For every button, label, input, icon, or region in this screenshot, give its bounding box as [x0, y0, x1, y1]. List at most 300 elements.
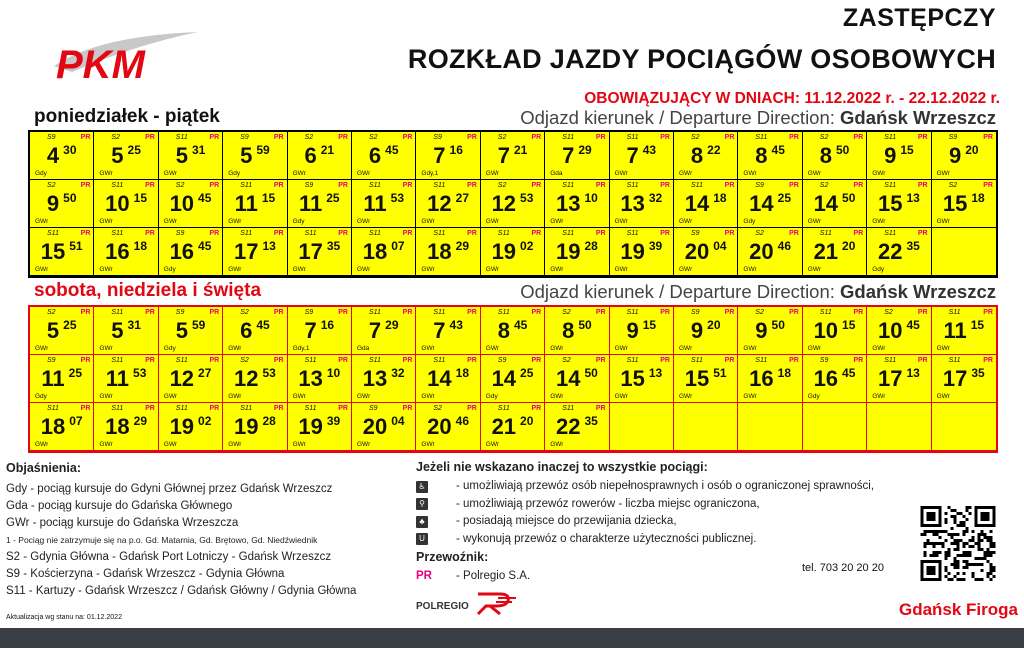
- operator-code: PR: [917, 230, 928, 237]
- departure-minute: 20: [707, 318, 721, 332]
- operator-code: PR: [853, 230, 864, 237]
- info-row: [416, 531, 936, 549]
- departure-minute: 25: [63, 318, 77, 332]
- departure-time: [416, 318, 479, 344]
- empty-cell: [867, 403, 931, 451]
- departure-minute: 39: [648, 239, 663, 253]
- destination-code: Gdy: [485, 393, 498, 400]
- departure-cell: [867, 228, 931, 276]
- operator-code: PR: [467, 405, 477, 412]
- departure-cell: [545, 180, 609, 228]
- info-text: - umożliwiają przewóz osób niepełnosprawnych i osób o ograniczonej sprawności,: [456, 480, 875, 492]
- trains-info-title: Jeżeli nie wskazano inaczej to wszystkie pociągi:: [416, 460, 708, 474]
- line-code: S2: [562, 357, 571, 364]
- departure-hour: 15: [942, 191, 968, 216]
- departure-time: [738, 366, 801, 392]
- departure-time: [803, 191, 866, 217]
- departure-minute: 13: [648, 366, 663, 380]
- weekday-timetable-grid: [28, 130, 998, 278]
- departure-cell: [481, 180, 545, 228]
- operator-code: PR: [531, 309, 542, 316]
- destination-code: Gdy: [35, 170, 47, 177]
- operator-code: PR: [338, 134, 348, 141]
- destination-code: GWr: [485, 218, 500, 225]
- departure-hour: 14: [684, 191, 710, 216]
- line-code: S11: [111, 182, 124, 189]
- departure-hour: 21: [813, 239, 839, 264]
- departure-hour: 12: [169, 366, 195, 391]
- operator-code: PR: [273, 357, 284, 364]
- departure-time: [288, 191, 351, 217]
- operator-code: PR: [595, 134, 606, 141]
- departure-cell: [94, 132, 158, 180]
- departure-hour: 17: [877, 366, 903, 391]
- departure-time: [94, 239, 157, 265]
- departure-hour: 18: [105, 414, 130, 439]
- line-code: S2: [497, 182, 507, 189]
- departure-time: [352, 366, 415, 392]
- departure-cell: [545, 355, 609, 403]
- departure-minute: 10: [326, 366, 341, 380]
- departure-cell: [352, 228, 416, 276]
- operator-code: PR: [209, 405, 220, 412]
- departure-minute: 29: [455, 239, 470, 253]
- departure-minute: 02: [520, 239, 534, 253]
- destination-code: GWr: [99, 393, 113, 400]
- departure-time: [738, 143, 801, 169]
- departure-time: [674, 366, 737, 392]
- destination-code: Gdy: [292, 218, 305, 225]
- departure-hour: 5: [46, 318, 60, 343]
- departure-time: [352, 143, 415, 169]
- departure-hour: 8: [755, 143, 768, 168]
- departure-minute: 50: [835, 143, 850, 157]
- departure-hour: 7: [562, 143, 575, 168]
- destination-code: GWr: [936, 345, 950, 352]
- operator-code: PR: [145, 357, 155, 364]
- departure-minute: 15: [900, 143, 914, 157]
- departure-cell: [481, 355, 545, 403]
- departure-hour: 10: [813, 318, 839, 343]
- departure-hour: 10: [877, 318, 903, 343]
- line-code: S9: [497, 357, 507, 364]
- departure-minute: 18: [971, 191, 985, 205]
- departure-minute: 28: [584, 239, 598, 253]
- title-replacement: ZASTĘPCZY: [842, 4, 996, 32]
- departure-hour: 19: [620, 239, 645, 264]
- departure-hour: 9: [46, 191, 60, 216]
- operator-code: PR: [209, 309, 220, 316]
- destination-code: GWr: [99, 441, 113, 448]
- destination-code: GWr: [614, 345, 628, 352]
- departure-cell: [352, 132, 416, 180]
- line-code: S11: [626, 182, 639, 189]
- departure-minute: 43: [642, 143, 657, 157]
- departure-cell: [288, 355, 352, 403]
- destination-code: GWr: [99, 266, 113, 273]
- line-code: S11: [111, 405, 124, 412]
- departure-time: [932, 191, 996, 217]
- departure-cell: [738, 132, 802, 180]
- update-date: Aktualizacja wg stanu na: 01.12.2022: [6, 614, 122, 621]
- departure-cell: [30, 180, 94, 228]
- departure-cell: [545, 228, 609, 276]
- departure-hour: 13: [555, 191, 581, 216]
- page-title: ROZKŁAD JAZDY POCIĄGÓW OSOBOWYCH: [407, 44, 996, 74]
- operator-code: PR: [660, 309, 670, 316]
- departure-minute: 45: [513, 318, 528, 332]
- empty-cell: [932, 403, 996, 451]
- destination-code: GWr: [614, 266, 628, 273]
- departure-cell: [738, 228, 802, 276]
- departure-minute: 28: [262, 414, 276, 428]
- line-code: S9: [240, 134, 249, 141]
- destination-code: GWr: [357, 266, 371, 273]
- destination-code: GWr: [35, 441, 49, 448]
- destination-code: GWr: [550, 266, 564, 273]
- destination-code: GWr: [35, 266, 49, 273]
- departure-hour: 20: [362, 414, 388, 439]
- departure-minute: 39: [326, 414, 341, 428]
- departure-minute: 50: [63, 191, 77, 205]
- destination-code: GWr: [679, 170, 693, 177]
- empty-cell: [803, 403, 867, 451]
- destination-code: GWr: [421, 441, 435, 448]
- departure-time: [30, 366, 93, 392]
- destination-code: GWr: [550, 393, 564, 400]
- line-code: S11: [948, 357, 961, 364]
- departure-time: [159, 143, 222, 169]
- departure-cell: [803, 180, 867, 228]
- departure-hour: 15: [684, 366, 710, 391]
- destination-code: GWr: [357, 393, 371, 400]
- departure-minute: 16: [320, 318, 335, 332]
- departure-hour: 11: [363, 191, 387, 216]
- departure-hour: 19: [233, 414, 259, 439]
- departure-hour: 19: [555, 239, 581, 264]
- departure-time: [867, 366, 930, 392]
- departure-cell: [610, 228, 674, 276]
- departure-cell: [416, 132, 480, 180]
- departure-cell: [803, 132, 867, 180]
- departure-time: [159, 318, 222, 344]
- operator-code: PR: [467, 230, 477, 237]
- departure-minute: 59: [256, 143, 270, 157]
- phone-number: tel. 703 20 20 20: [802, 562, 884, 574]
- line-code: S11: [819, 309, 832, 316]
- departure-time: [545, 143, 608, 169]
- departure-cell: [159, 403, 223, 451]
- departure-cell: [94, 307, 158, 355]
- departure-hour: 19: [169, 414, 195, 439]
- destination-code: GWr: [485, 441, 500, 448]
- line-code: S11: [562, 182, 575, 189]
- line-code: S11: [562, 230, 575, 237]
- line-code: S11: [884, 182, 897, 189]
- destination-code: GWr: [292, 441, 306, 448]
- departure-hour: 13: [362, 366, 388, 391]
- departure-minute: 21: [513, 143, 528, 157]
- departure-hour: 4: [46, 143, 60, 168]
- departure-cell: [674, 307, 738, 355]
- departure-hour: 6: [240, 318, 253, 343]
- destination-code: GWr: [807, 266, 822, 273]
- departure-hour: 8: [562, 318, 575, 343]
- departure-time: [30, 318, 93, 344]
- operator-code: PR: [80, 405, 91, 412]
- operator-code: PR: [853, 134, 864, 141]
- line-code: S11: [240, 405, 253, 412]
- departure-time: [867, 239, 930, 265]
- departure-hour: 9: [884, 143, 897, 168]
- departure-minute: 13: [906, 191, 920, 205]
- destination-code: GWr: [807, 345, 822, 352]
- departure-minute: 45: [198, 239, 212, 253]
- destination-code: GWr: [807, 170, 822, 177]
- line-code: S11: [304, 230, 317, 237]
- departure-cell: [159, 355, 223, 403]
- departure-time: [94, 366, 157, 392]
- operator-code: PR: [209, 134, 220, 141]
- departure-cell: [932, 180, 996, 228]
- destination-code: GWr: [679, 393, 693, 400]
- departure-hour: 5: [111, 143, 124, 168]
- departure-minute: 46: [455, 414, 470, 428]
- stroller-icon: ♣: [416, 516, 428, 528]
- destination-code: GWr: [936, 170, 950, 177]
- departure-cell: [867, 355, 931, 403]
- destination-code: GWr: [614, 393, 628, 400]
- line-code: S2: [369, 134, 378, 141]
- operator-code: PR: [853, 357, 864, 364]
- departure-hour: 16: [169, 239, 195, 264]
- departure-time: [803, 366, 866, 392]
- departure-hour: 19: [298, 414, 323, 439]
- weekday-direction: [520, 107, 996, 129]
- line-code: S11: [819, 230, 832, 237]
- qr-code-icon[interactable]: [920, 496, 996, 590]
- departure-time: [610, 366, 673, 392]
- departure-minute: 25: [68, 366, 82, 380]
- empty-cell: [610, 403, 674, 451]
- footer-bar: [0, 628, 1024, 648]
- departure-minute: 29: [133, 414, 148, 428]
- destination-code: Gda: [550, 170, 563, 177]
- destination-code: GWr: [936, 218, 950, 225]
- departure-time: [30, 414, 93, 440]
- line-code: S2: [562, 309, 571, 316]
- validity-dates: OBOWIĄZUJĄCY W DNIACH: 11.12.2022 r. - 22.12.2022 r.: [584, 90, 1000, 107]
- departure-minute: 35: [584, 414, 598, 428]
- destination-code: GWr: [99, 218, 113, 225]
- line-code: S9: [755, 182, 764, 189]
- departure-minute: 50: [842, 191, 856, 205]
- departure-time: [545, 239, 608, 265]
- line-code: S9: [691, 230, 700, 237]
- operator-code: PR: [80, 134, 91, 141]
- departure-hour: 7: [626, 143, 639, 168]
- operator-code: PR: [402, 182, 413, 189]
- departure-cell: [223, 403, 287, 451]
- operator-code: PR: [338, 309, 348, 316]
- destination-code: GWr: [357, 218, 371, 225]
- operator-code: PR: [467, 357, 477, 364]
- departure-cell: [30, 403, 94, 451]
- destination-code: Gdy: [872, 266, 885, 273]
- departure-hour: 10: [105, 191, 130, 216]
- departure-time: [30, 143, 93, 169]
- departure-cell: [30, 132, 94, 180]
- departure-hour: 16: [813, 366, 839, 391]
- line-code: S11: [369, 357, 381, 364]
- operator-code: PR: [853, 182, 864, 189]
- carrier-title: Przewoźnik:: [416, 550, 489, 564]
- destination-code: Gdy: [163, 345, 176, 352]
- departure-hour: 19: [491, 239, 517, 264]
- departure-hour: 12: [233, 366, 259, 391]
- departure-minute: 50: [771, 318, 785, 332]
- departure-time: [223, 191, 286, 217]
- departure-hour: 13: [620, 191, 645, 216]
- operator-code: PR: [724, 357, 735, 364]
- departure-cell: [94, 355, 158, 403]
- departure-hour: 11: [298, 191, 323, 216]
- departure-minute: 25: [326, 191, 340, 205]
- departure-time: [288, 366, 351, 392]
- line-code: S9: [175, 309, 185, 316]
- direction-destination: Gdańsk Wrzeszcz: [840, 281, 996, 302]
- line-code: S9: [304, 309, 314, 316]
- operator-code: PR: [80, 230, 91, 237]
- operator-code: PR: [789, 182, 799, 189]
- departure-hour: 7: [433, 143, 446, 168]
- operator-code: PR: [467, 309, 477, 316]
- departure-hour: 5: [175, 318, 188, 343]
- pkm-logo: [48, 22, 208, 92]
- operator-code: PR: [145, 309, 155, 316]
- line-code: S11: [111, 230, 124, 237]
- departure-minute: 27: [198, 366, 212, 380]
- destination-code: Gdy: [35, 393, 47, 400]
- departure-cell: [94, 228, 158, 276]
- departure-hour: 7: [304, 318, 317, 343]
- departure-time: [738, 239, 801, 265]
- departure-time: [738, 191, 801, 217]
- departure-time: [481, 414, 544, 440]
- departure-minute: 18: [713, 191, 727, 205]
- operator-code: PR: [209, 357, 220, 364]
- departure-time: [288, 143, 351, 169]
- polregio-logo: [416, 590, 526, 616]
- departure-cell: [867, 132, 931, 180]
- bicycle-icon: ⚲: [416, 498, 428, 510]
- departure-minute: 45: [842, 366, 856, 380]
- departure-cell: [803, 228, 867, 276]
- destination-code: GWr: [679, 266, 693, 273]
- departure-cell: [159, 228, 223, 276]
- departure-hour: 5: [175, 143, 188, 168]
- departure-time: [416, 239, 479, 265]
- departure-cell: [94, 403, 158, 451]
- line-code: S11: [562, 405, 575, 412]
- departure-time: [803, 239, 866, 265]
- legend-line: S2 - Gdynia Główna - Gdańsk Port Lotniczy - Gdańsk Wrzeszcz: [6, 551, 332, 563]
- departure-time: [932, 318, 996, 344]
- destination-code: GWr: [872, 170, 886, 177]
- operator-code: PR: [595, 357, 606, 364]
- line-code: S2: [47, 309, 56, 316]
- departure-cell: [416, 403, 480, 451]
- departure-minute: 13: [906, 366, 920, 380]
- departure-time: [288, 318, 351, 344]
- destination-code: Gdy: [163, 266, 176, 273]
- line-code: S11: [369, 230, 381, 237]
- departure-minute: 25: [127, 143, 141, 157]
- destination-code: GWr: [679, 345, 693, 352]
- departure-cell: [159, 132, 223, 180]
- line-code: S2: [497, 134, 507, 141]
- departure-time: [288, 414, 351, 440]
- departure-minute: 16: [449, 143, 463, 157]
- line-code: S9: [433, 134, 442, 141]
- destination-code: GWr: [357, 441, 371, 448]
- departure-hour: 14: [813, 191, 839, 216]
- departure-time: [352, 191, 415, 217]
- departure-cell: [223, 132, 287, 180]
- departure-cell: [738, 180, 802, 228]
- operator-code: PR: [273, 405, 284, 412]
- operator-code: PR: [853, 309, 864, 316]
- line-code: S2: [175, 182, 185, 189]
- legend-item: Gda - pociąg kursuje do Gdańska Głównego: [6, 500, 233, 512]
- operator-code: PR: [402, 309, 413, 316]
- line-code: S2: [819, 182, 829, 189]
- operator-code: PR: [531, 230, 542, 237]
- departure-minute: 53: [133, 366, 147, 380]
- departure-minute: 02: [198, 414, 212, 428]
- departure-time: [610, 318, 673, 344]
- destination-code: GWr: [550, 218, 564, 225]
- departure-hour: 5: [111, 318, 124, 343]
- operator-code: PR: [789, 309, 799, 316]
- departure-time: [932, 366, 996, 392]
- departure-time: [223, 143, 286, 169]
- departure-time: [481, 318, 544, 344]
- departure-minute: 04: [713, 239, 727, 253]
- departure-minute: 20: [842, 239, 856, 253]
- polregio-logo-text: POLREGIO: [416, 601, 469, 612]
- line-code: S11: [884, 230, 897, 237]
- line-code: S9: [948, 134, 958, 141]
- weekend-label: sobota, niedziela i święta: [34, 280, 262, 301]
- departure-minute: 32: [648, 191, 663, 205]
- departure-minute: 43: [449, 318, 463, 332]
- departure-minute: 07: [69, 414, 83, 428]
- departure-cell: [674, 355, 738, 403]
- departure-minute: 45: [256, 318, 270, 332]
- line-code: S2: [47, 182, 56, 189]
- destination-code: GWr: [228, 393, 242, 400]
- operator-code: PR: [660, 182, 670, 189]
- departure-minute: 32: [391, 366, 405, 380]
- operator-code: PR: [983, 357, 993, 364]
- departure-hour: 21: [491, 414, 517, 439]
- line-code: S11: [626, 134, 639, 141]
- departure-cell: [610, 307, 674, 355]
- line-code: S11: [304, 405, 317, 412]
- departure-hour: 17: [233, 239, 259, 264]
- line-code: S11: [111, 309, 124, 316]
